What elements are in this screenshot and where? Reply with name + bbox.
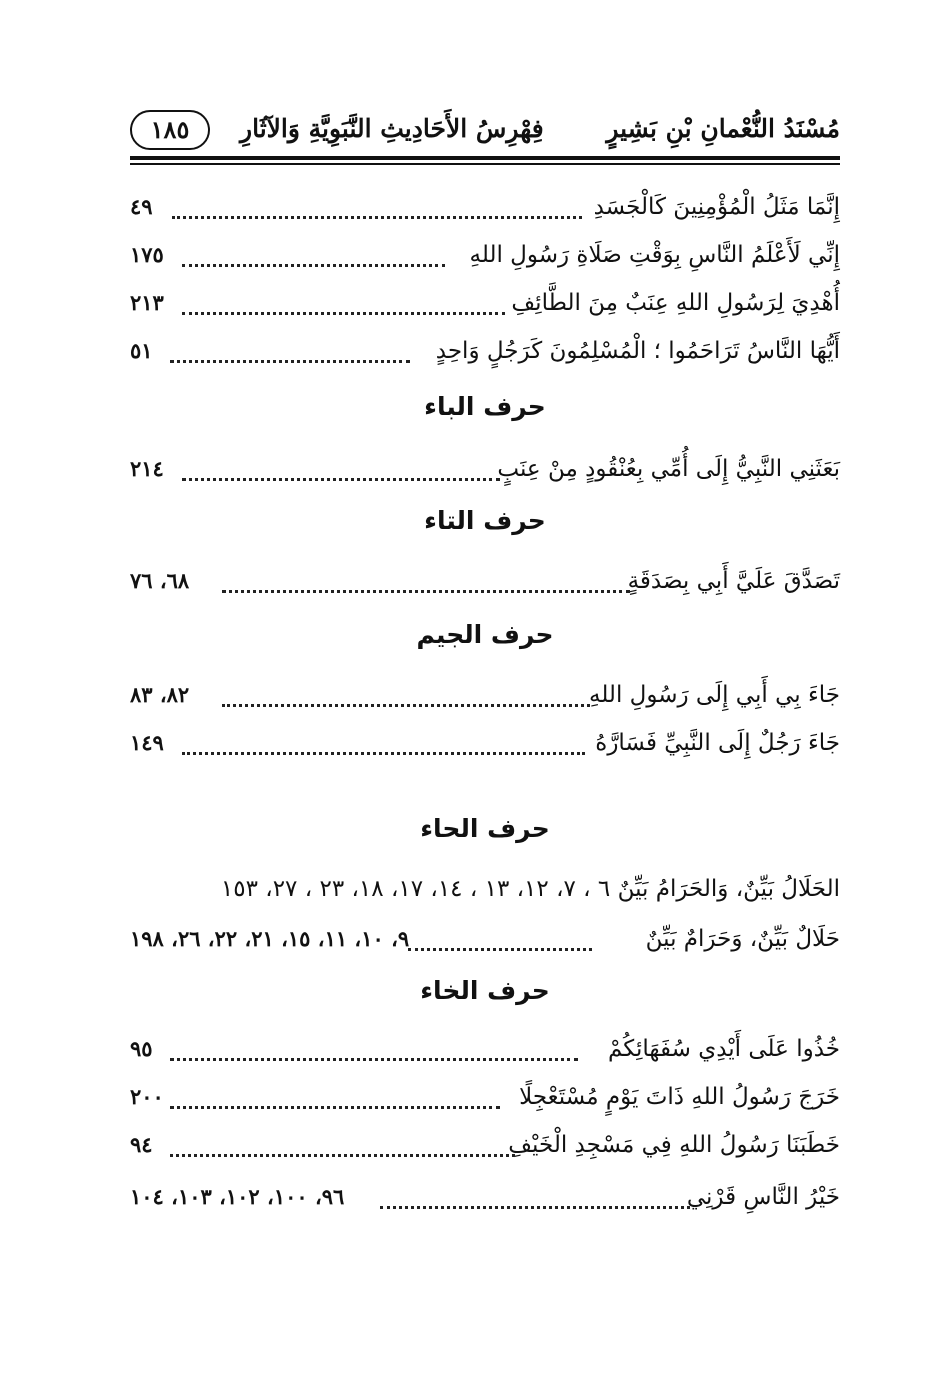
hadith-text: خَرَجَ رَسُولُ اللهِ ذَاتَ يَوْمٍ مُسْتَعْجِلًا: [519, 1084, 840, 1110]
hadith-text: تَصَدَّقَ عَلَيَّ أَبِي بِصَدَقَةٍ: [627, 568, 840, 594]
section-title: فِهْرِسُ الأَحَادِيثِ النَّبَوِيَّةِ وَالآثَارِ: [240, 114, 544, 143]
book-title: مُسْنَدُ النُّعْمانِ بْنِ بَشِيرٍ: [606, 114, 840, 143]
leader-dots: [182, 740, 585, 755]
index-entry: [130, 1128, 840, 1168]
letter-heading: حرف الخاء: [420, 976, 550, 1005]
page-number: ١٨٥: [130, 110, 210, 150]
index-entry: [130, 238, 840, 278]
hadith-text: خَيْرُ النَّاسِ قَرْنِي: [686, 1184, 840, 1210]
index-entry: [130, 452, 840, 492]
hadith-text: الحَلَالُ بَيِّنٌ، وَالحَرَامُ بَيِّنٌ ٦ ، ٧، ١٢، ١٣ ، ١٤، ١٧، ١٨، ٢٣ ، ٢٧، ١٥٣: [220, 876, 840, 902]
leader-dots: [408, 936, 592, 951]
index-entry: [130, 564, 840, 604]
hadith-text: بَعَثَنِي النَّبِيُّ إِلَى أُمِّي بِعُنْقُودٍ مِنْ عِنَبٍ: [497, 456, 840, 482]
running-header: [130, 108, 840, 154]
page-ref: ٩٦، ١٠٠، ١٠٢، ١٠٣، ١٠٤: [130, 1184, 345, 1209]
header-rule-thin: [130, 163, 840, 165]
index-entry: [130, 922, 840, 962]
index-entry: [130, 678, 840, 718]
leader-dots: [172, 204, 582, 219]
page-ref: ٢١٣: [130, 290, 164, 315]
hadith-text: خَطَبَنَا رَسُولُ اللهِ فِي مَسْجِدِ الْخَيْفِ: [508, 1132, 840, 1158]
page-ref: ٢٠٠: [130, 1084, 164, 1109]
hadith-text: أَيُّهَا النَّاسُ تَرَاحَمُوا ؛ الْمُسْلِمُونَ كَرَجُلٍ وَاحِدٍ: [435, 338, 840, 364]
hadith-text: إِنِّي لَأَعْلَمُ النَّاسِ بِوَقْتِ صَلَاةِ رَسُولِ اللهِ: [469, 242, 840, 268]
letter-heading: حرف الجيم: [416, 620, 554, 649]
index-entry: [130, 190, 840, 230]
hadith-text: حَلَالٌ بَيِّنٌ، وَحَرَامٌ بَيِّنٌ: [645, 926, 840, 952]
hadith-text: خُذُوا عَلَى أَيْدِي سُفَهَائِكُمْ: [607, 1036, 840, 1062]
leader-dots: [170, 1142, 515, 1157]
page-ref: ٩، ١٠، ١١، ١٥، ٢١، ٢٢، ٢٦، ١٩٨: [130, 926, 410, 951]
index-entry: [130, 334, 840, 374]
page-ref: ٩٤: [130, 1132, 153, 1157]
leader-dots: [170, 1094, 500, 1109]
page-ref: ٥١: [130, 338, 153, 363]
leader-dots: [170, 1046, 578, 1061]
leader-dots: [380, 1194, 690, 1209]
letter-heading: حرف الحاء: [420, 814, 550, 843]
leader-dots: [222, 692, 590, 707]
leader-dots: [182, 252, 445, 267]
letter-heading: حرف التاء: [424, 506, 546, 535]
leader-dots: [182, 300, 505, 315]
index-entry: [130, 872, 840, 912]
page-ref: ٤٩: [130, 194, 153, 219]
hadith-text: جَاءَ رَجُلٌ إِلَى النَّبِيِّ فَسَارَّهُ: [595, 730, 840, 756]
hadith-text: أُهْدِيَ لِرَسُولِ اللهِ عِنَبٌ مِنَ الطَّائِفِ: [511, 290, 840, 316]
index-entry: [130, 1032, 840, 1072]
page-ref: ١٤٩: [130, 730, 164, 755]
index-entry: [130, 1080, 840, 1120]
leader-dots: [170, 348, 410, 363]
page-ref: ٦٨، ٧٦: [130, 568, 190, 593]
index-entry: [130, 286, 840, 326]
leader-dots: [222, 578, 630, 593]
index-entry: [130, 726, 840, 766]
page-ref: ٢١٤: [130, 456, 164, 481]
index-entry: [130, 1180, 840, 1220]
header-rule-thick: [130, 156, 840, 160]
letter-heading: حرف الباء: [424, 392, 546, 421]
leader-dots: [182, 466, 500, 481]
hadith-text: جَاءَ بِي أَبِي إِلَى رَسُولِ اللهِ: [588, 682, 840, 708]
hadith-text: إِنَّمَا مَثَلُ الْمُؤْمِنِينَ كَالْجَسَدِ: [593, 194, 840, 220]
page-ref: ٨٢، ٨٣: [130, 682, 190, 707]
page-ref: ٩٥: [130, 1036, 153, 1061]
page-ref: ١٧٥: [130, 242, 164, 267]
